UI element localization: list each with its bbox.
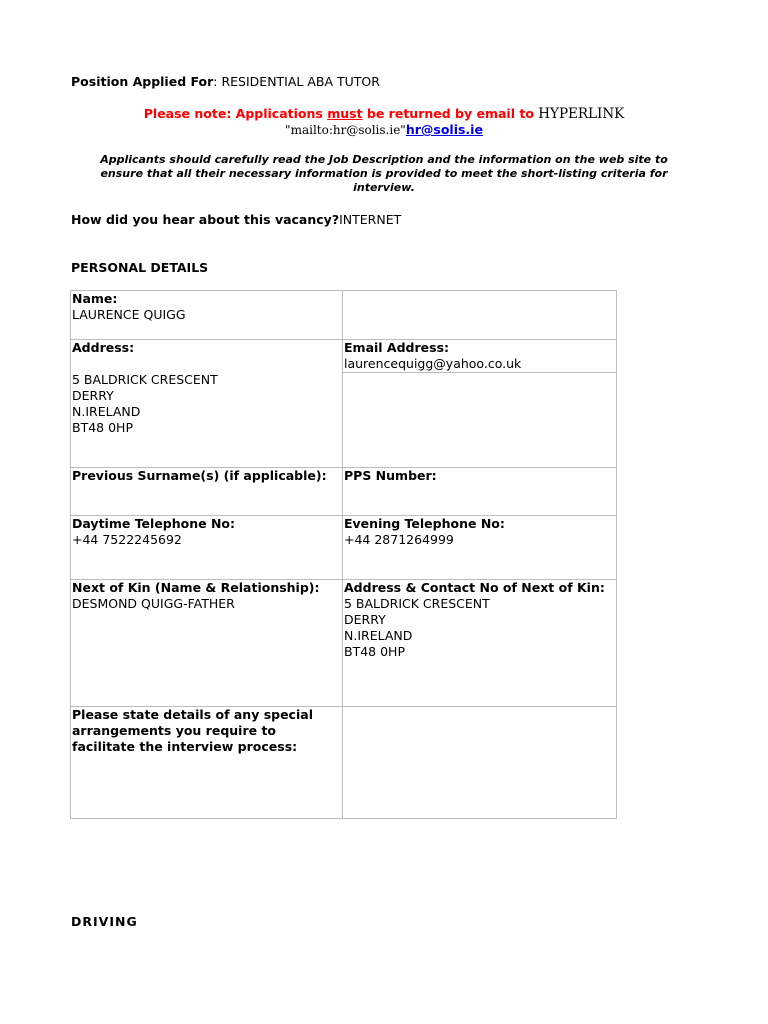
empty-cell bbox=[343, 291, 617, 340]
previous-surname-label: Previous Surname(s) (if applicable): bbox=[72, 468, 327, 483]
previous-surname-cell bbox=[71, 468, 343, 516]
daytime-tel-cell bbox=[71, 516, 343, 580]
special-arrangements-cell bbox=[71, 707, 343, 819]
intro-instructions: Applicants should carefully read the Job Description and the information on the web site to ensure that all their necessary information is provided to meet the short-listing criteria for interview. bbox=[100, 153, 668, 194]
evening-tel-cell bbox=[343, 516, 617, 580]
hr-email-link[interactable]: hr@solis.ie bbox=[405, 122, 483, 137]
kin-address-cell bbox=[343, 580, 617, 707]
notice-mailto: "mailto:hr@solis.ie" bbox=[285, 123, 406, 137]
pps-cell bbox=[343, 468, 617, 516]
address-label: Address: bbox=[72, 340, 135, 355]
name-value: LAURENCE QUIGG bbox=[72, 307, 186, 322]
evening-tel-value: +44 2871264999 bbox=[344, 532, 454, 547]
pps-label: PPS Number: bbox=[344, 468, 437, 483]
notice-hyperlink: HYPERLINK bbox=[538, 106, 625, 122]
special-arrangements-label: Please state details of any special arrangements you require to facilitate the interview process: bbox=[72, 707, 313, 754]
vacancy-question: How did you hear about this vacancy? bbox=[71, 212, 340, 227]
table-row bbox=[71, 580, 617, 707]
table-row bbox=[71, 340, 617, 373]
daytime-tel-value: +44 7522245692 bbox=[72, 532, 182, 547]
position-label: Position Applied For bbox=[71, 74, 214, 89]
table-row bbox=[71, 516, 617, 580]
notice-prefix: Please note: Applications bbox=[143, 106, 328, 121]
personal-details-heading: PERSONAL DETAILS bbox=[71, 260, 209, 275]
empty-cell bbox=[343, 373, 617, 468]
address-cell bbox=[71, 340, 343, 468]
next-of-kin-label: Next of Kin (Name & Relationship): bbox=[72, 580, 320, 595]
notice-mid: be returned by email to bbox=[362, 106, 539, 121]
table-row bbox=[71, 468, 617, 516]
name-label: Name: bbox=[72, 291, 118, 306]
email-notice-line-1 bbox=[0, 106, 768, 122]
empty-cell bbox=[343, 707, 617, 819]
email-label: Email Address: bbox=[344, 340, 450, 355]
position-value: RESIDENTIAL ABA TUTOR bbox=[217, 74, 380, 89]
next-of-kin-cell bbox=[71, 580, 343, 707]
email-notice-line-2 bbox=[0, 122, 768, 137]
name-cell bbox=[71, 291, 343, 340]
kin-address-value: 5 BALDRICK CRESCENT DERRY N.IRELAND BT48 0HP bbox=[344, 596, 490, 659]
vacancy-source-line bbox=[71, 212, 401, 227]
address-value: 5 BALDRICK CRESCENT DERRY N.IRELAND BT48 0HP bbox=[72, 372, 218, 435]
position-applied-line bbox=[71, 74, 380, 89]
email-value: laurencequigg@yahoo.co.uk bbox=[344, 356, 522, 371]
personal-details-table bbox=[70, 290, 617, 819]
driving-heading: DRIVING bbox=[71, 914, 138, 929]
table-row bbox=[71, 291, 617, 340]
kin-address-label: Address & Contact No of Next of Kin: bbox=[344, 580, 605, 595]
next-of-kin-value: DESMOND QUIGG-FATHER bbox=[72, 596, 235, 611]
vacancy-answer: INTERNET bbox=[339, 212, 402, 227]
notice-must: must bbox=[327, 106, 363, 121]
evening-tel-label: Evening Telephone No: bbox=[344, 516, 505, 531]
email-cell bbox=[343, 340, 617, 373]
table-row bbox=[71, 707, 617, 819]
daytime-tel-label: Daytime Telephone No: bbox=[72, 516, 236, 531]
position-colon: : bbox=[213, 74, 218, 89]
